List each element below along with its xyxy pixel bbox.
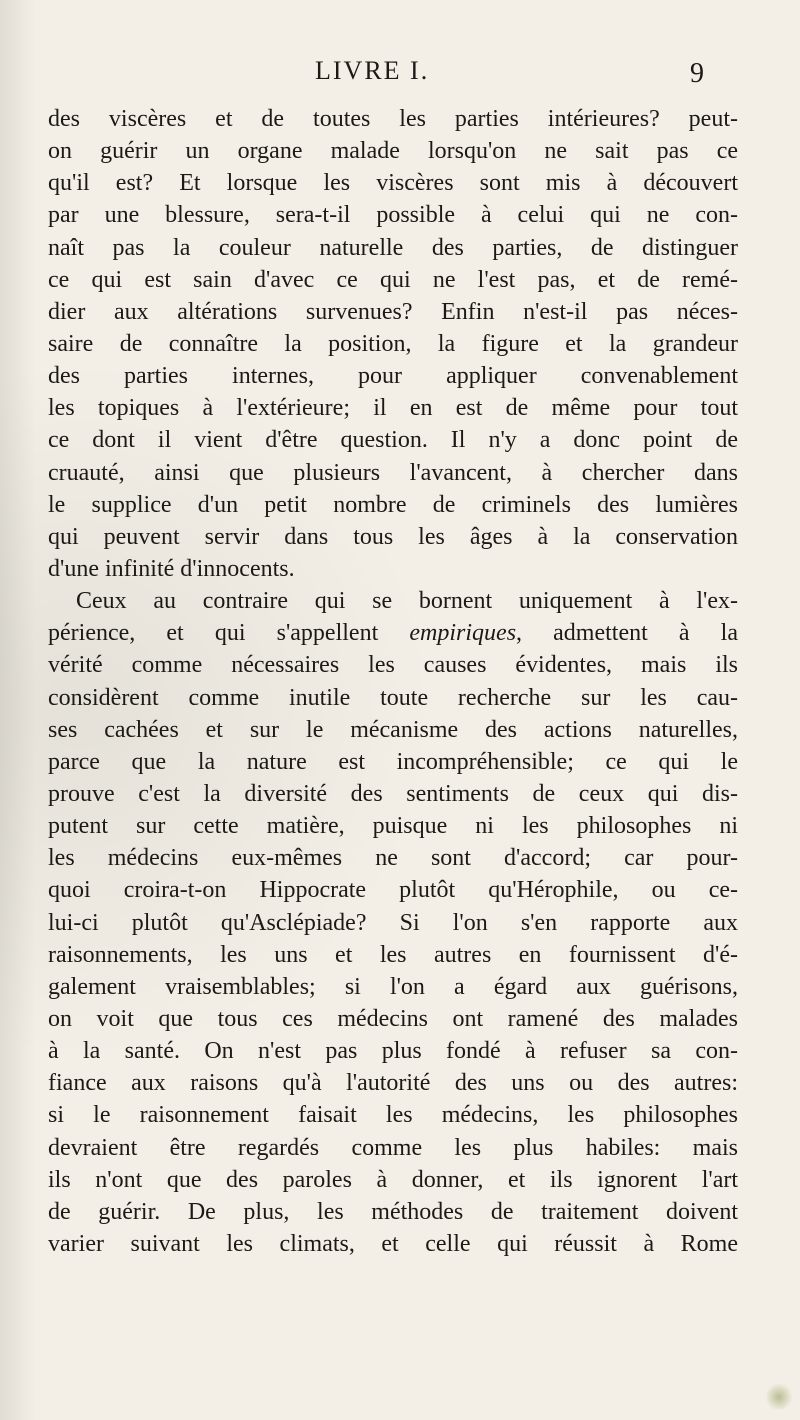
text-line: lui-ci plutôt qu'Asclépiade? Si l'on s'en rapporte aux (48, 909, 738, 936)
text-line: qu'il est? Et lorsque les viscères sont mis à découvert (48, 170, 738, 197)
paper-stain (766, 1382, 792, 1412)
text-line: ils n'ont que des paroles à donner, et ils ignorent l'art (48, 1166, 738, 1193)
text-line: quoi croira-t-on Hippocrate plutôt qu'Hérophile, ou ce- (48, 877, 738, 904)
text-line: on guérir un organe malade lorsqu'on ne sait pas ce (48, 138, 738, 165)
text-line: ce dont il vient d'être question. Il n'y a donc point de (48, 427, 738, 454)
text-line: par une blessure, sera-t-il possible à celui qui ne con- (48, 202, 738, 229)
text-line: des parties internes, pour appliquer convenablement (48, 363, 738, 390)
text-line: varier suivant les climats, et celle qui réussit à Rome (48, 1230, 738, 1257)
text-line: ses cachées et sur le mécanisme des actions naturelles, (48, 716, 738, 743)
text-line: d'une infinité d'innocents. (48, 555, 295, 582)
text-line: considèrent comme inutile toute recherche sur les cau- (48, 684, 738, 711)
text-line: parce que la nature est incompréhensible; ce qui le (48, 748, 738, 775)
italic-term: empiriques (409, 620, 517, 647)
text-line: putent sur cette matière, puisque ni les philosophes ni (48, 813, 738, 840)
text-line: le supplice d'un petit nombre de criminels des lumières (48, 491, 738, 518)
text-line: dier aux altérations survenues? Enfin n'est-il pas néces- (48, 298, 738, 325)
text-line: on voit que tous ces médecins ont ramené des malades (48, 1005, 738, 1032)
text-line: devraient être regardés comme les plus habiles: mais (48, 1134, 738, 1161)
text-line: fiance aux raisons qu'à l'autorité des uns ou des autres: (48, 1070, 738, 1097)
text-line: galement vraisemblables; si l'on a égard aux guérisons, (48, 973, 738, 1000)
text-line: périence, et qui s'appellent empiriques, admettent à la (48, 620, 738, 647)
text-line: à la santé. On n'est pas plus fondé à refuser sa con- (48, 1038, 738, 1065)
text-line: cruauté, ainsi que plusieurs l'avancent, à chercher dans (48, 459, 738, 486)
page-header (0, 56, 800, 96)
text-line: ce qui est sain d'avec ce qui ne l'est pas, et de remé- (48, 266, 738, 293)
text-line: si le raisonnement faisait les médecins, les philosophes (48, 1102, 738, 1129)
text-line: les médecins eux-mêmes ne sont d'accord; car pour- (48, 845, 738, 872)
text-line: Ceux au contraire qui se bornent uniquement à l'ex- (76, 588, 738, 615)
running-title: LIVRE I. (315, 56, 430, 85)
body-text (48, 103, 738, 1260)
text-line: de guérir. De plus, les méthodes de traitement doivent (48, 1198, 738, 1225)
text-line: des viscères et de toutes les parties intérieures? peut- (48, 106, 738, 132)
page-number: 9 (690, 58, 704, 89)
text-line: qui peuvent servir dans tous les âges à la conservation (48, 523, 738, 550)
text-line: raisonnements, les uns et les autres en fournissent d'é- (48, 941, 738, 968)
text-line: prouve c'est la diversité des sentiments de ceux qui dis- (48, 780, 738, 807)
text-line: saire de connaître la position, la figure et la grandeur (48, 330, 738, 357)
text-line: vérité comme nécessaires les causes évidentes, mais ils (48, 652, 738, 679)
text-line: les topiques à l'extérieure; il en est de même pour tout (48, 395, 738, 422)
text-line: naît pas la couleur naturelle des parties, de distinguer (48, 234, 738, 261)
